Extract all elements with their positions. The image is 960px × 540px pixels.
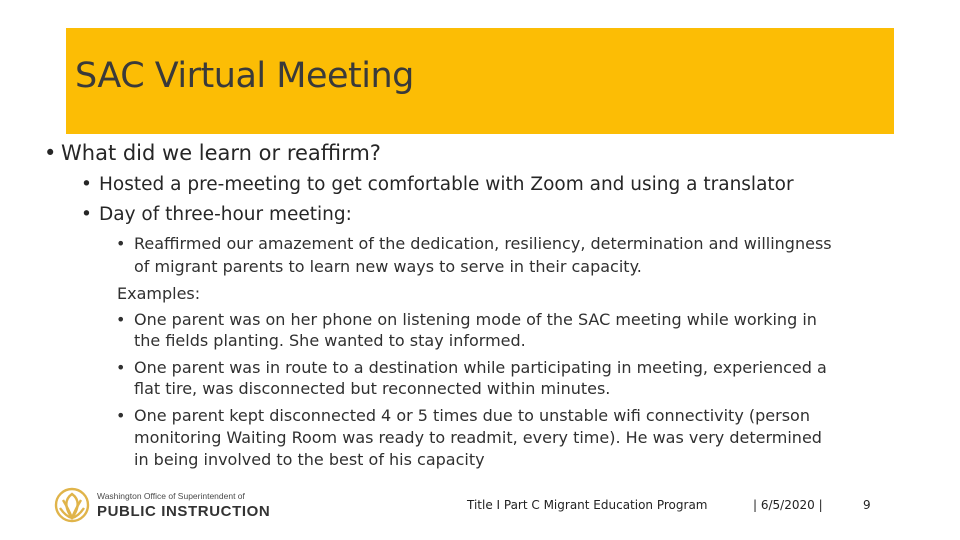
bullet-icon: • <box>81 204 92 225</box>
examples-label: Examples: <box>117 284 201 303</box>
example-item: monitoring Waiting Room was ready to readmit, every time). He was very determined <box>134 428 822 447</box>
logo-org-name: PUBLIC INSTRUCTION <box>97 503 271 520</box>
ospi-sun-logo-icon <box>50 486 94 524</box>
logo-org-line: Washington Office of Superintendent of <box>97 491 245 501</box>
bullet-level2-premeeting: Hosted a pre-meeting to get comfortable with Zoom and using a translator <box>99 174 794 195</box>
reaffirmed-text: Reaffirmed our amazement of the dedication, resiliency, determination and willingness <box>134 234 832 253</box>
footer-program: Title I Part C Migrant Education Program <box>467 498 708 512</box>
bullet-level1: What did we learn or reaffirm? <box>61 141 381 165</box>
example-item: flat tire, was disconnected but reconnected within minutes. <box>134 379 611 398</box>
reaffirmed-text: of migrant parents to learn new ways to serve in their capacity. <box>134 257 642 276</box>
bullet-icon: • <box>44 141 57 165</box>
example-item: One parent kept disconnected 4 or 5 times due to unstable wifi connectivity (person <box>134 406 810 425</box>
slide-title: SAC Virtual Meeting <box>75 56 414 96</box>
bullet-icon: • <box>116 310 126 329</box>
page-number: 9 <box>863 498 871 512</box>
bullet-icon: • <box>81 174 92 195</box>
example-item: the fields planting. She wanted to stay informed. <box>134 331 526 350</box>
example-item: in being involved to the best of his capacity <box>134 450 485 469</box>
bullet-icon: • <box>116 406 126 425</box>
bullet-level2-meeting-day: Day of three-hour meeting: <box>99 204 352 225</box>
example-item: One parent was on her phone on listening mode of the SAC meeting while working in <box>134 310 817 329</box>
footer-date: | 6/5/2020 | <box>753 498 823 512</box>
example-item: One parent was in route to a destination while participating in meeting, experienced a <box>134 358 827 377</box>
bullet-icon: • <box>116 234 126 253</box>
bullet-icon: • <box>116 358 126 377</box>
